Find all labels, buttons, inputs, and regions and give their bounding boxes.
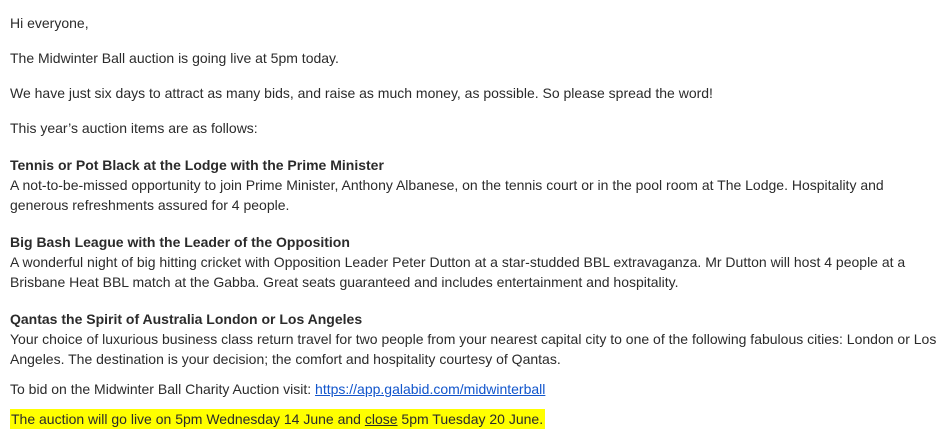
intro-paragraph-3: This year’s auction items are as follows: xyxy=(10,120,258,136)
auction-link[interactable]: https://app.galabid.com/midwinterball xyxy=(315,381,546,397)
auction-item-title: Tennis or Pot Black at the Lodge with the Prime Minister xyxy=(10,157,384,173)
bid-instructions xyxy=(10,379,942,399)
bid-instructions-text: To bid on the Midwinter Ball Charity Auction visit: xyxy=(10,381,316,397)
auction-item-bbl xyxy=(10,232,942,292)
auction-dates-line xyxy=(10,409,942,429)
highlighted-text xyxy=(10,409,545,429)
auction-item-description: A not-to-be-missed opportunity to join Prime Minister, Anthony Albanese, on the tennis court or in the pool room at The Lodge. Hospitality and generous refreshments assured for 4 people. xyxy=(10,177,884,213)
highlight-underlined-word: close xyxy=(364,411,398,427)
auction-item-title: Qantas the Spirit of Australia London or Los Angeles xyxy=(10,311,363,327)
highlight-text-after: 5pm Tuesday 20 June. xyxy=(397,411,544,427)
auction-item-title: Big Bash League with the Leader of the Opposition xyxy=(10,234,350,250)
auction-item-description: Your choice of luxurious business class return travel for two people from your nearest capital city to one of the following fabulous cities: London or Los Angeles. The destination is your decision; the comfort and hospitality courtesy of Qantas. xyxy=(10,331,937,367)
greeting: Hi everyone, xyxy=(10,15,89,31)
auction-item-qantas xyxy=(10,309,942,369)
highlight-text-before: The auction will go live on 5pm Wednesday 14 June and xyxy=(11,411,365,427)
intro-paragraph-1: The Midwinter Ball auction is going live at 5pm today. xyxy=(10,50,339,66)
intro-paragraph-2: We have just six days to attract as many bids, and raise as much money, as possible. So please spread the word! xyxy=(10,85,713,101)
auction-item-description: A wonderful night of big hitting cricket with Opposition Leader Peter Dutton at a star-studded BBL extravaganza. Mr Dutton will host 4 people at a Brisbane Heat BBL match at the Gabba. Great seats guaranteed and includes entertainment and hospitality. xyxy=(10,254,906,290)
auction-item-tennis xyxy=(10,155,942,215)
